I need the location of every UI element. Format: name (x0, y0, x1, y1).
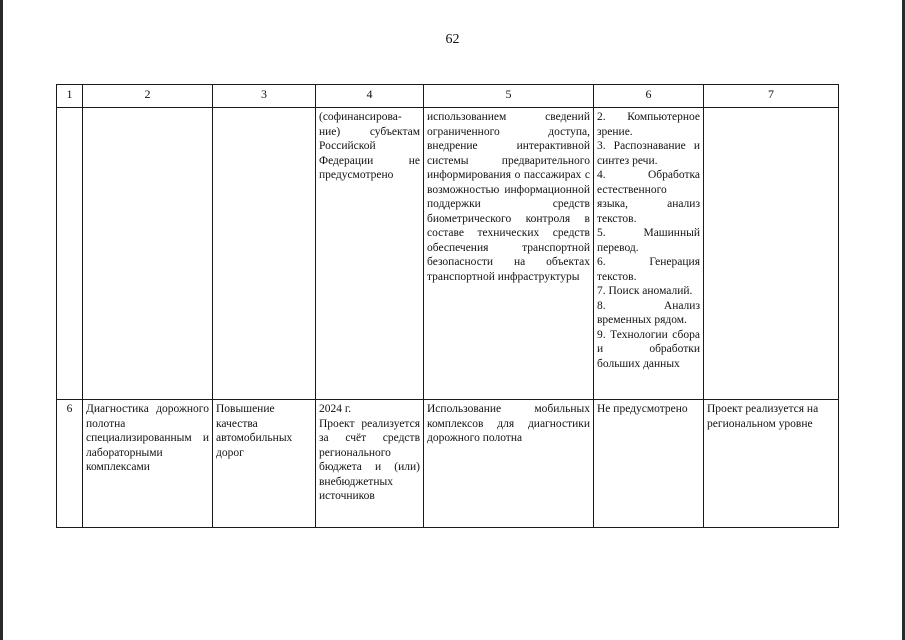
header-col-4: 4 (316, 85, 424, 108)
tech-item: 3. Распознавание и синтез речи. (597, 140, 700, 167)
tech-item: 8. Анализ временных рядом. (597, 299, 700, 326)
table-row (57, 400, 839, 528)
row2-technologies: Не предусмотрено (594, 400, 704, 528)
header-col-7: 7 (704, 85, 839, 108)
document-table (56, 84, 839, 528)
row1-description: использованием сведений ограниченного доступа, внедрение интерактивной системы предварительного информирования о пассажирах с возможностью информационной поддержки средств биометрического контроля в составе технических средств обеспечения транспортной безопасности на объектах транспортной инфраструктуры (424, 108, 594, 400)
header-col-1: 1 (57, 85, 83, 108)
row2-notes: Проект реализуется на региональном уровне (704, 400, 839, 528)
page-number: 62 (445, 32, 460, 47)
header-col-5: 5 (424, 85, 594, 108)
row1-financing: (софинансирова-ние) субъектам Российской Федерации не предусмотрено (316, 108, 424, 400)
row2-name: Диагностика дорожного полотна специализированным и лабораторными комплексами (83, 400, 213, 528)
financing-year: 2024 г. (319, 403, 352, 415)
table-header-row (57, 85, 839, 108)
row1-goal (213, 108, 316, 400)
tech-item: 5. Машинный перевод. (597, 227, 700, 254)
scan-edge-left (0, 0, 3, 640)
tech-item: 4. Обработка естественного языка, анализ текстов. (597, 169, 700, 225)
row1-name (83, 108, 213, 400)
tech-item: 6. Генерация текстов. (597, 256, 700, 283)
header-col-6: 6 (594, 85, 704, 108)
header-col-3: 3 (213, 85, 316, 108)
tech-item: 7. Поиск аномалий. (597, 285, 693, 297)
row2-number: 6 (57, 400, 83, 528)
row1-number (57, 108, 83, 400)
row1-notes (704, 108, 839, 400)
row2-description: Использование мобильных комплексов для диагностики дорожного полотна (424, 400, 594, 528)
tech-item: 2. Компьютерное зрение. (597, 111, 700, 138)
header-col-2: 2 (83, 85, 213, 108)
row1-technologies (594, 108, 704, 400)
financing-source: Проект реализуется за счёт средств регионального бюджета и (или) внебюджетных источников (319, 417, 420, 502)
tech-item: 9. Технологии сбора и обработки больших данных (597, 328, 700, 370)
row2-financing (316, 400, 424, 528)
table-row (57, 108, 839, 400)
row2-goal: Повышение качества автомобильных дорог (213, 400, 316, 528)
